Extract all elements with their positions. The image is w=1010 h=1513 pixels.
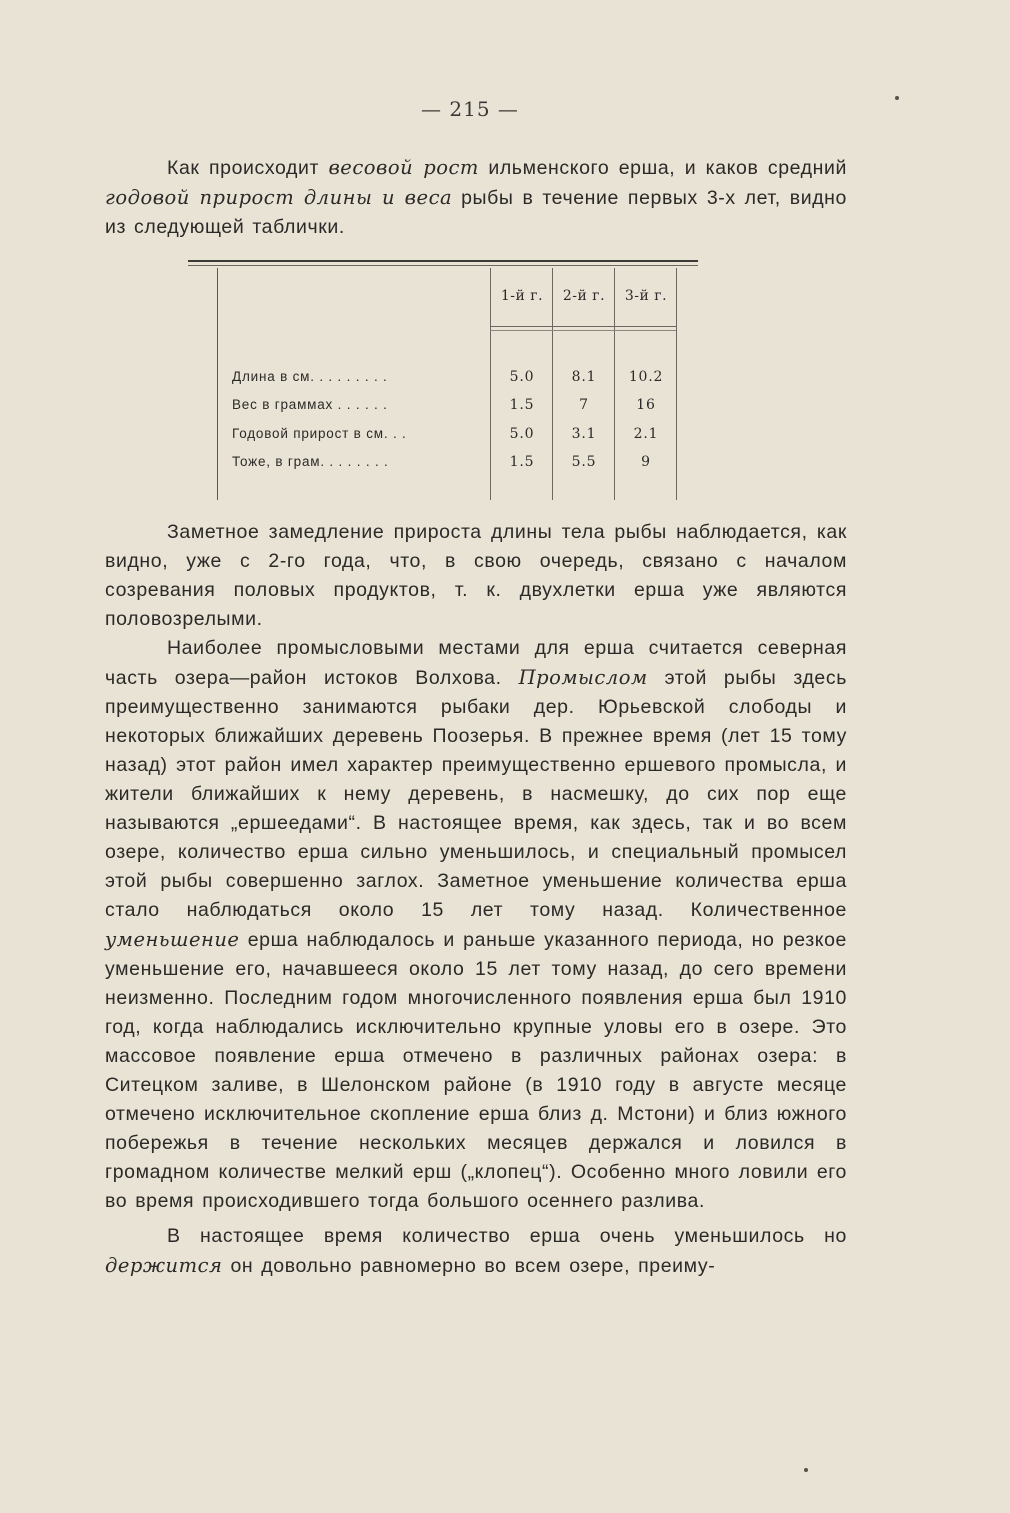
growth-table: [217, 268, 678, 500]
cell-value: 1.5: [509, 397, 535, 413]
intro-paragraph: [105, 153, 847, 242]
paragraph-current-state: [105, 1222, 847, 1281]
intro-emphasis-1: весовой рост: [328, 156, 479, 179]
p4-text-1: В настоящее время количество ерша очень уменьшилось но: [167, 1225, 847, 1247]
cell-value: 16: [636, 397, 656, 413]
row-label: Вес в граммах . . . . . .: [232, 397, 388, 412]
table-header-year-2: 2-й г.: [562, 288, 606, 304]
paragraph-fishing-areas: [105, 634, 847, 1216]
table-top-rule: [188, 260, 698, 262]
intro-text-2: ильменского ерша, и каков средний: [478, 157, 847, 179]
scan-speck: [804, 1468, 808, 1472]
main-text-block: [105, 518, 847, 1281]
table-row: [232, 397, 676, 419]
intro-emphasis-2: годовой прирост длины и веса: [105, 186, 453, 209]
table-row: [232, 426, 676, 448]
p3-text-3: ерша наблюдалось и раньше указанного периода, но резкое уменьшение его, начавшееся около 15 лет тому назад, до сего времени неизменно. Последним годом многочисленного появления ерша был 1910 год, когда наблюдались исключительно крупные уловы его в озере. Это массовое появление ерша отмечено в различных районах озера: в Ситецком заливе, в Шелонском районе (в 1910 году в августе месяце отмечено исключительное скопление ерша близ д. Мстони) и близ южного побережья в течение нескольких месяцев держался и ловился в громадном количестве мелкий ерш („клопец“). Особенно много ловили его во время происходившего тогда большого осеннего разлива.: [105, 929, 847, 1212]
cell-value: 5.5: [571, 454, 597, 470]
intro-paragraph-block: [105, 153, 847, 242]
cell-value: 10.2: [628, 369, 664, 385]
p4-emphasis-1: держится: [105, 1254, 223, 1277]
intro-text-1: Как происходит: [167, 157, 329, 179]
intro-text-3: рыбы в течение первых 3-х лет, видно из следующей таблички.: [105, 187, 847, 238]
row-label: Годовой прирост в см. . .: [232, 426, 407, 441]
cell-value: 1.5: [509, 454, 535, 470]
table-row: [232, 454, 676, 476]
table-header-year-1: 1-й г.: [500, 288, 544, 304]
p4-text-2: он довольно равномерно во всем озере, преиму-: [222, 1255, 716, 1277]
paragraph-growth-slowdown: Заметное замедление прироста длины тела рыбы наблюдается, как видно, уже с 2-го года, что, в свою очередь, связано с началом созревания половых продуктов, т. к. двухлетки ерша уже являются половозрелыми.: [105, 521, 847, 630]
table-header-rule: [490, 326, 676, 327]
cell-value: 2.1: [633, 426, 659, 442]
row-label: Тоже, в грам. . . . . . . .: [232, 454, 389, 469]
cell-value: 5.0: [509, 369, 535, 385]
cell-value: 5.0: [509, 426, 535, 442]
table-header-year-3: 3-й г.: [624, 288, 668, 304]
cell-value: 9: [641, 454, 651, 470]
cell-value: 8.1: [571, 369, 597, 385]
scan-speck: [895, 96, 899, 100]
p3-emphasis-1: Промыслом: [518, 666, 648, 689]
p3-emphasis-2: уменьшение: [105, 928, 240, 951]
cell-value: 3.1: [571, 426, 597, 442]
table-top-rule-thin: [188, 265, 698, 266]
p3-text-2: этой рыбы здесь преимущественно занимаются рыбаки дер. Юрьевской слободы и некоторых ближайших деревень Поозерья. В прежнее время (лет 15 тому назад) этот район имел характер преимущественно ершевого промысла, и жители ближайших к нему деревень, в насмешку, до сих пор еще называются „ершеедами“. В настоящее время, как здесь, так и во всем озере, количество ерша сильно уменьшилось, и специальный промысел этой рыбы совершенно заглох. Заметное уменьшение количества ерша стало наблюдаться около 15 лет тому назад. Количественное: [105, 667, 847, 921]
table-header-rule-thin: [490, 330, 676, 331]
table-row: [232, 369, 676, 391]
cell-value: 7: [579, 397, 589, 413]
p3-text-1: Наиболее промысловыми местами для ерша считается северная часть озера—район истоков Волхова.: [105, 637, 847, 689]
table-column-separator: [676, 268, 677, 500]
page-number: — 215 —: [421, 97, 519, 121]
row-label: Длина в см. . . . . . . . .: [232, 369, 388, 384]
